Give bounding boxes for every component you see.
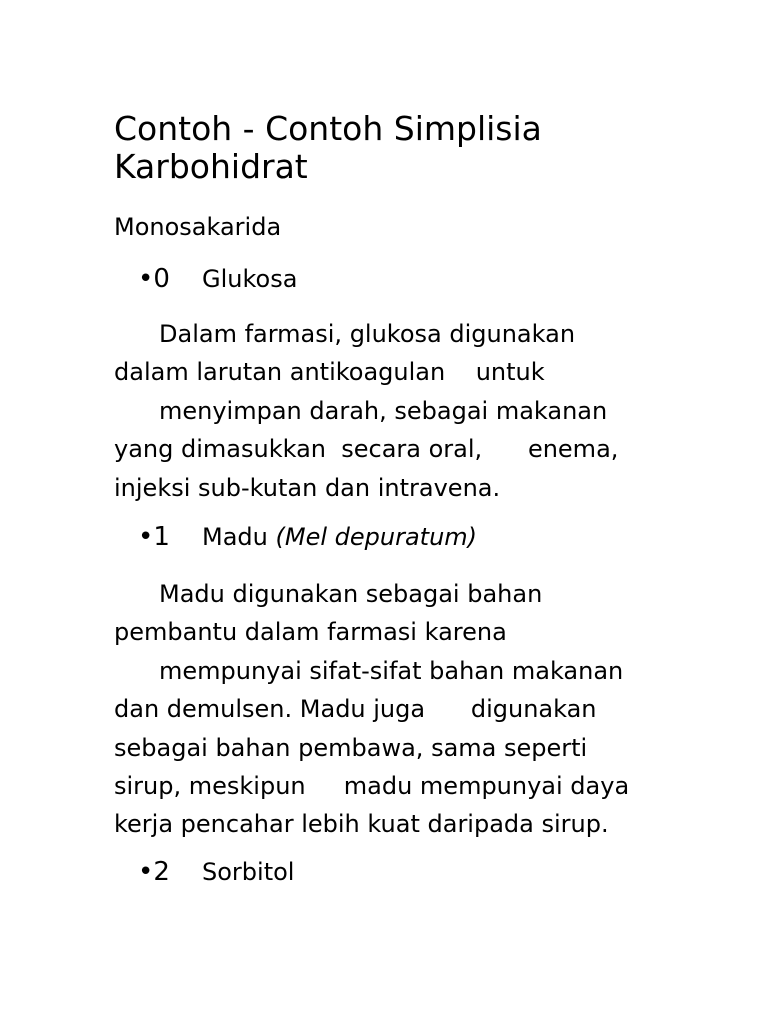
paragraph-line: yang dimasukkan secara oral, enema,: [114, 435, 619, 464]
paragraph-line: Madu digunakan sebagai bahan: [159, 580, 543, 608]
section-heading: Monosakarida: [114, 213, 282, 241]
bullet-label-text: Madu: [202, 523, 276, 551]
list-item-madu: [138, 522, 477, 556]
list-item-sorbitol: [138, 857, 294, 891]
bullet-label-text: Sorbitol: [202, 858, 295, 886]
paragraph-line: mempunyai sifat-sifat bahan makanan: [159, 656, 624, 685]
list-item-glukosa: [138, 264, 297, 298]
paragraph-line: kerja pencahar lebih kuat daripada sirup.: [114, 810, 609, 839]
paragraph-line: injeksi sub-kutan dan intravena.: [114, 473, 501, 502]
paragraph-glukosa: [114, 315, 674, 507]
bullet-label-italic: (Mel depuratum): [275, 523, 478, 551]
paragraph-line: Dalam farmasi, glukosa digunakan: [159, 320, 576, 348]
paragraph-line: sebagai bahan pembawa, sama seperti: [114, 733, 588, 762]
bullet-label-text: Glukosa: [202, 265, 298, 293]
bullet-marker: •2: [138, 857, 170, 887]
paragraph-line: sirup, meskipun madu mempunyai daya: [114, 772, 630, 801]
page-title: Contoh - Contoh Simplisia Karbohidrat: [114, 109, 542, 186]
paragraph-line: pembantu dalam farmasi karena: [114, 618, 507, 647]
paragraph-line: dan demulsen. Madu juga digunakan: [114, 695, 597, 724]
bullet-label: [202, 858, 294, 886]
bullet-label: [202, 265, 297, 293]
bullet-marker: •1: [138, 522, 170, 552]
paragraph-line: menyimpan darah, sebagai makanan: [159, 396, 608, 425]
bullet-marker: •0: [138, 264, 170, 294]
paragraph-line: dalam larutan antikoagulan untuk: [114, 358, 545, 387]
paragraph-madu: [114, 575, 674, 844]
bullet-label: [202, 523, 477, 551]
